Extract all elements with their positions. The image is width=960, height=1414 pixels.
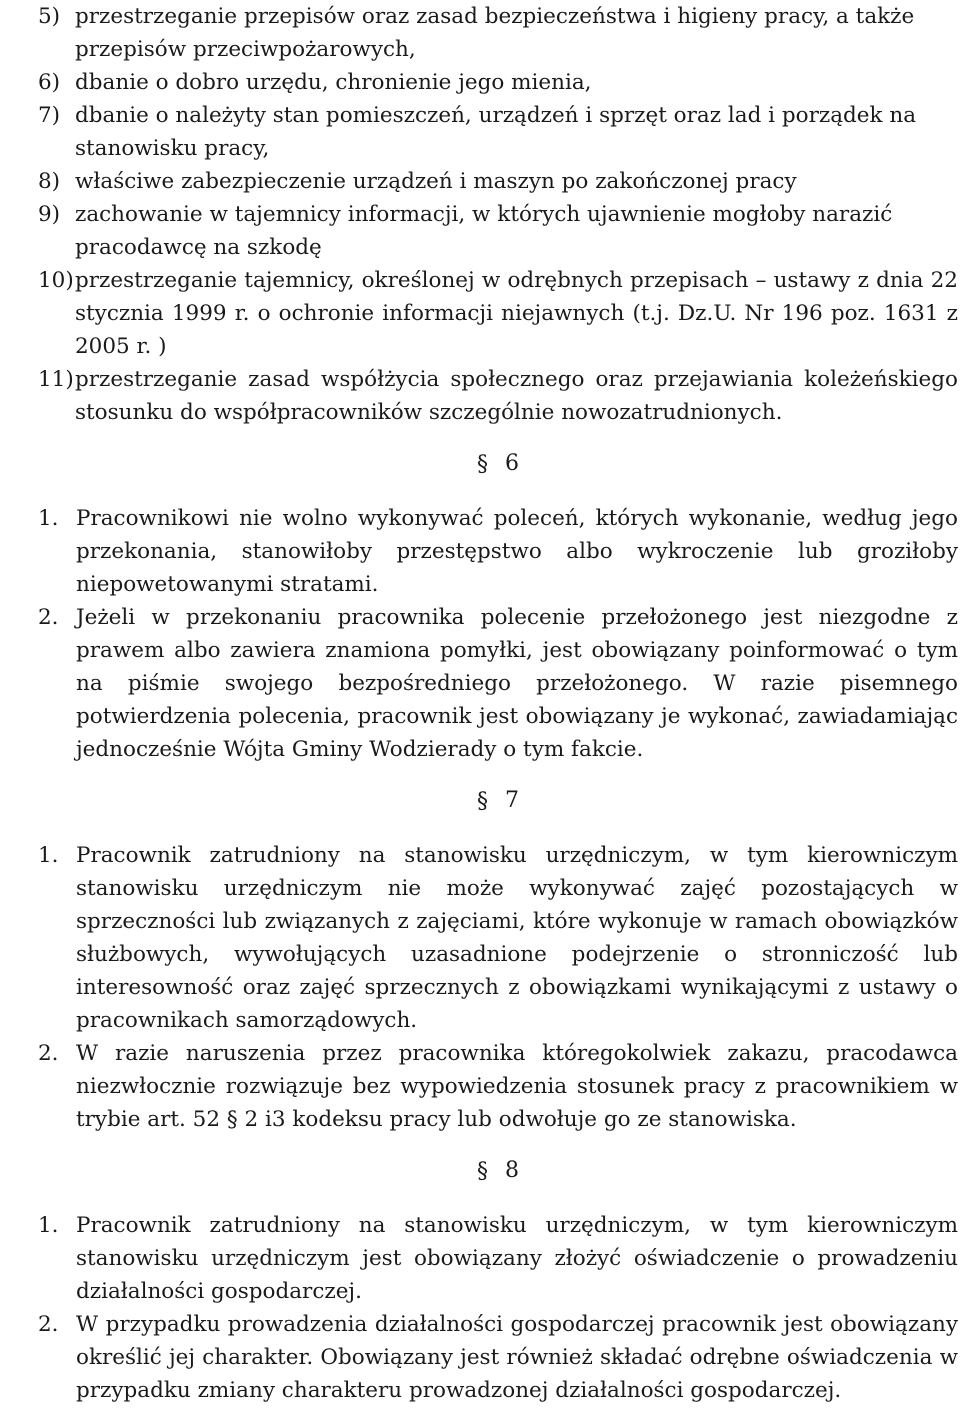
paragraph-number: 1. [38,506,59,531]
list-item [38,165,958,198]
paragraph-number: 2. [38,1312,59,1337]
list-item-text: przestrzeganie zasad współżycia społecznego oraz przejawiania koleżeńskiego stosunku do współpracowników szczególnie nowozatrudnionych. [75,367,958,425]
list-item-number: 8) [38,169,61,194]
list-item [38,198,958,264]
section-number: 6 [505,451,519,476]
paragraph-text: W przypadku prowadzenia działalności gospodarczej pracownik jest obowiązany określić jej charakter. Obowiązany jest również składać odrębne oświadczenia w przypadku zmiany charakteru prowadzonej działalności gospodarczej. [76,1312,958,1403]
svg-text:§: § [477,452,488,477]
list-item-number: 10) [38,268,74,293]
list-item [38,0,958,66]
section-heading [38,784,958,817]
list-item-text: dbanie o należyty stan pomieszczeń, urządzeń i sprzęt oraz lad i porządek na stanowisku pracy, [75,103,917,161]
list-item-text: dbanie o dobro urzędu, chronienie jego mienia, [75,70,592,95]
section-sign-icon [477,788,491,814]
list-item-text: właściwe zabezpieczenie urządzeń i maszyn po zakończonej pracy [75,169,797,194]
section-number: 8 [505,1158,519,1183]
paragraph [38,1308,958,1407]
paragraph-text: Jeżeli w przekonaniu pracownika polecenie przełożonego jest niezgodne z prawem albo zawiera znamiona pomyłki, jest obowiązany poinformować o tym na piśmie swojego bezpośredniego przełożonego. W razie pisemnego potwierdzenia polecenia, pracownik jest obowiązany je wykonać, zawiadamiając jednocześnie Wójta Gminy Wodzierady o tym fakcie. [76,605,958,762]
paragraph-number: 2. [38,605,59,630]
svg-text:§: § [477,1159,488,1184]
list-item [38,363,958,429]
paragraph [38,1037,958,1136]
list-item [38,99,958,165]
paragraph-number: 2. [38,1041,59,1066]
list-item-number: 6) [38,70,61,95]
paragraph-text: Pracownik zatrudniony na stanowisku urzędniczym, w tym kierowniczym stanowisku urzędniczym jest obowiązany złożyć oświadczenie o prowadzeniu działalności gospodarczej. [76,1213,958,1304]
list-item-number: 11) [38,367,74,392]
paragraph-number: 1. [38,843,59,868]
section-body [38,839,960,1136]
list-item-number: 7) [38,103,61,128]
paragraph-text: Pracownikowi nie wolno wykonywać poleceń, których wykonanie, według jego przekonania, stanowiłoby przestępstwo albo wykroczenie lub groziłoby niepowetowanymi stratami. [76,506,958,597]
list-item-number: 5) [38,4,61,29]
paragraph-number: 1. [38,1213,59,1238]
list-item-number: 9) [38,202,61,227]
list-item [38,264,958,363]
paragraph-text: Pracownik zatrudniony na stanowisku urzędniczym, w tym kierowniczym stanowisku urzędniczym nie może wykonywać zajęć pozostających w sprzeczności lub związanych z zajęciami, które wykonuje w ramach obowiązków służbowych, wywołujących uzasadnione podejrzenie o stronniczość lub interesowność oraz zajęć sprzecznych z obowiązkami wynikającymi z ustawy o pracownikach samorządowych. [76,843,958,1033]
paragraph-text: W razie naruszenia przez pracownika któregokolwiek zakazu, pracodawca niezwłocznie rozwiązuje bez wypowiedzenia stosunek pracy z pracownikiem w trybie art. 52 § 2 i3 kodeksu pracy lub odwołuje go ze stanowiska. [76,1041,958,1132]
section-number: 7 [505,788,519,813]
list-item-text: przestrzeganie przepisów oraz zasad bezpieczeństwa i higieny pracy, a także przepisów przeciwpożarowych, [75,4,915,62]
svg-text:§: § [477,789,488,814]
section-sign-icon [477,1158,491,1184]
paragraph [38,502,958,601]
duties-list [38,0,960,429]
list-item-text: przestrzeganie tajemnicy, określonej w odrębnych przepisach – ustawy z dnia 22 stycznia 1999 r. o ochronie informacji niejawnych (t.j. Dz.U. Nr 196 poz. 1631 z 2005 r. ) [75,268,958,359]
paragraph [38,839,958,1037]
list-item [38,66,958,99]
section-heading [38,1154,958,1187]
paragraph [38,601,958,766]
section-body [38,502,960,766]
paragraph [38,1209,958,1308]
section-heading [38,447,958,480]
section-sign-icon [477,451,491,477]
section-body [38,1209,960,1407]
list-item-text: zachowanie w tajemnicy informacji, w których ujawnienie mogłoby narazić pracodawcę na szkodę [75,202,893,260]
